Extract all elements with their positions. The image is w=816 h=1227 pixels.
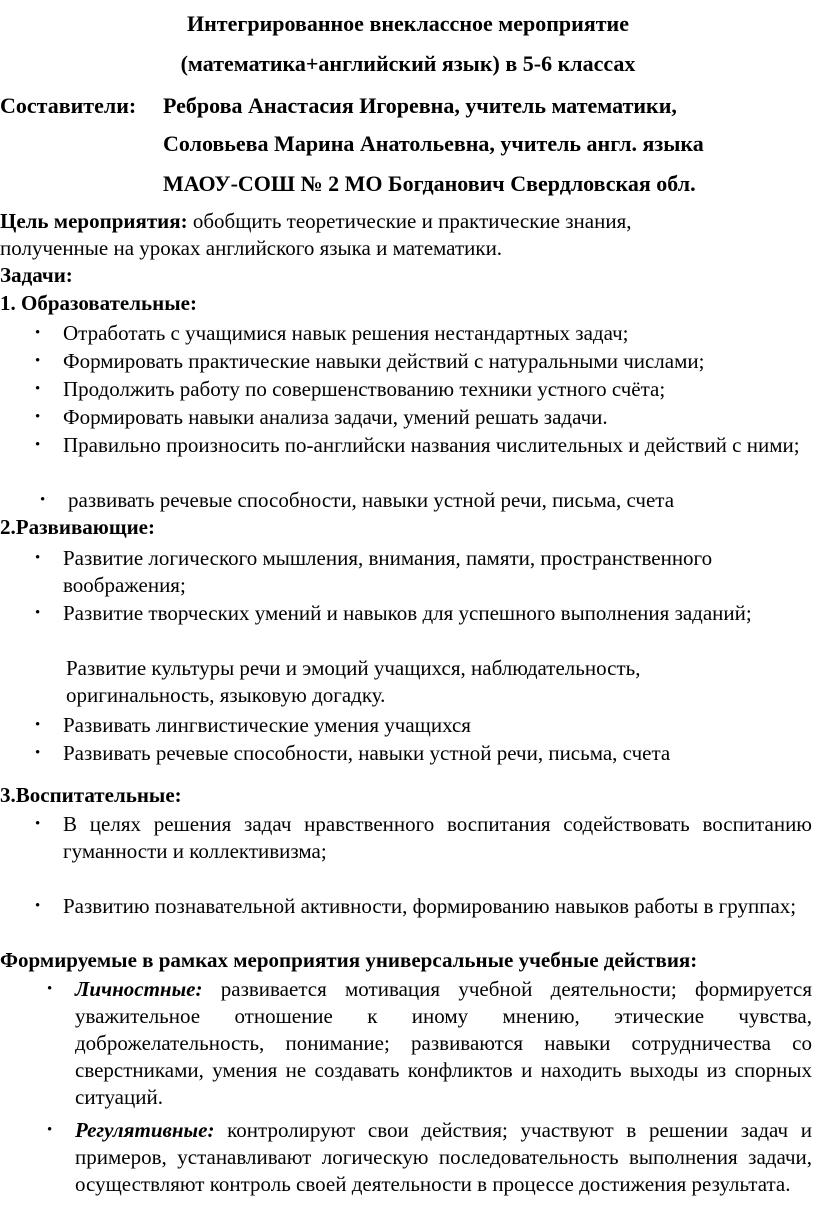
list-item-regulatory <box>75 1117 812 1198</box>
uud-label: Регулятивные: <box>75 1118 215 1142</box>
uud-label: Личностные: <box>75 977 203 1001</box>
uud-text: контролируют свои действия; участвуют в решении задач и примеров, устанавливают логическую последовательность выполнения задачи, осуществляют контроль своей деятельности в процессе достижения результата. <box>75 1118 812 1196</box>
authors-label: Составители: <box>0 93 137 118</box>
list-item: • Развивать лингвистические умения учащихся <box>63 712 812 739</box>
uud-heading: Формируемые в рамках мероприятия универсальные учебные действия: <box>0 948 698 972</box>
author-2: Соловьева Марина Анатольевна, учитель англ. языка <box>163 131 704 156</box>
list-item: • Продолжить работу по совершенствованию техники устного счёта; <box>63 376 812 403</box>
author-1: Реброва Анастасия Игоревна, учитель математики, <box>163 93 677 118</box>
uud-text: развивается мотивация учебной деятельности; формируется уважительное отношение к иному мнению, этические чувства, доброжелательность, понимание; развиваются навыки сотрудничества со сверстниками, умения не создавать конфликтов и находить выходы из спорных ситуаций. <box>75 977 812 1109</box>
list-item: • Развивать речевые способности, навыки устной речи, письма, счета <box>63 740 812 767</box>
list-item-personal <box>75 976 812 1111</box>
list-item: • Отработать с учащимися навык решения нестандартных задач; <box>63 320 812 347</box>
list-item: • Развитие логического мышления, внимания, памяти, пространственного воображения; <box>63 545 812 599</box>
goal-label: Цель мероприятия: <box>0 209 188 233</box>
goal-text-1: обобщить теоретические и практические знания, <box>192 209 632 233</box>
list-item: • Правильно произносить по-английски названия числительных и действий с ними; <box>63 432 812 459</box>
educational-heading: 1. Образовательные: <box>0 291 197 315</box>
upbringing-heading: 3.Воспитательные: <box>0 783 182 807</box>
list-item: Развитие культуры речи и эмоций учащихся, наблюдательность, оригинальность, языковую догадку. <box>66 656 641 707</box>
goal-line1 <box>0 208 812 235</box>
tasks-label: Задачи: <box>0 263 73 287</box>
list-item: • В целях решения задач нравственного воспитания содействовать воспитанию гуманности и коллективизма; <box>63 811 812 865</box>
developing-heading: 2.Развивающие: <box>0 515 155 539</box>
doc-title-line1: Интегрированное внеклассное мероприятие <box>187 11 629 36</box>
goal-text-2: полученные на уроках английского языка и математики. <box>0 236 503 260</box>
list-item: • Развитию познавательной активности, формированию навыков работы в группах; <box>63 893 812 920</box>
list-item: • Формировать практические навыки действий с натуральными числами; <box>63 348 812 375</box>
school-name: МАОУ-СОШ № 2 МО Богданович Свердловская обл. <box>163 171 696 196</box>
doc-title-line2: (математика+английский язык) в 5-6 классах <box>180 51 636 76</box>
list-item: • развивать речевые способности, навыки устной речи, письма, счета <box>68 487 812 514</box>
list-item: • Формировать навыки анализа задачи, умений решать задачи. <box>63 404 812 431</box>
list-item: • Развитие творческих умений и навыков для успешного выполнения заданий; <box>63 600 812 627</box>
